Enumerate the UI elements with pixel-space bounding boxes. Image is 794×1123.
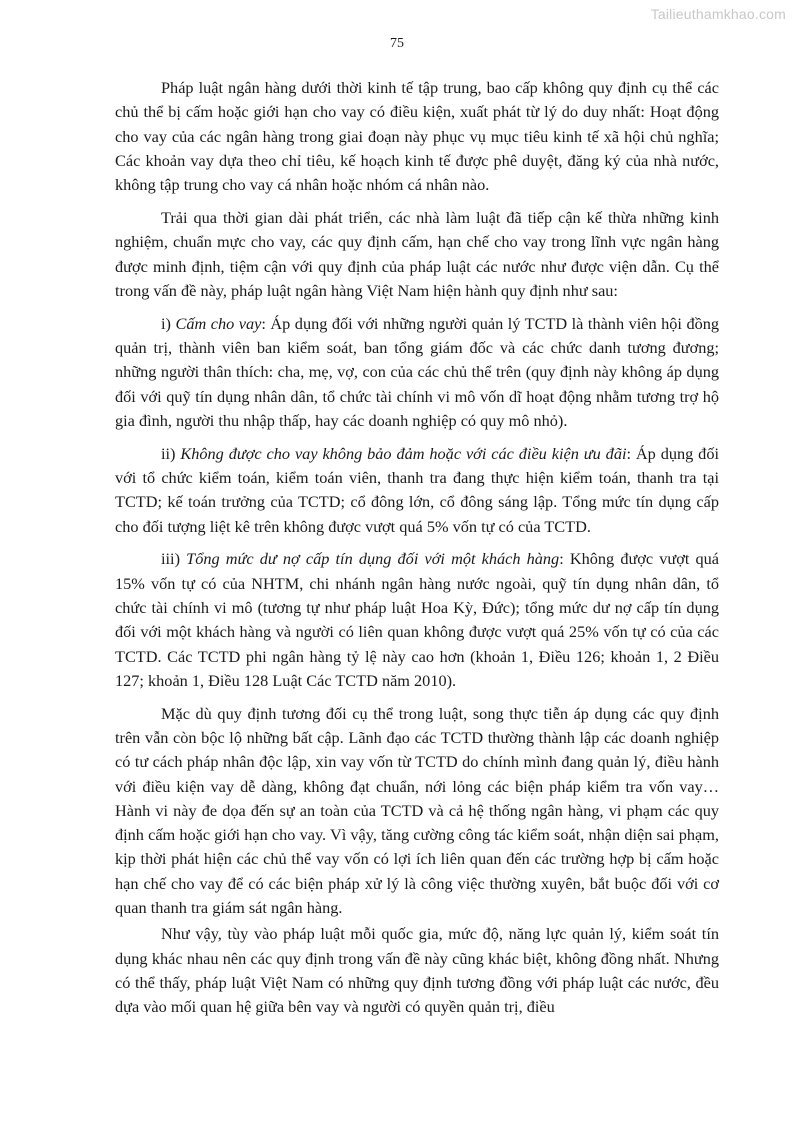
list-item-1 (115, 312, 719, 433)
list-item-term: Không được cho vay không bảo đảm hoặc với các điều kiện ưu đãi (180, 443, 627, 463)
list-item-term: Cấm cho vay (175, 313, 262, 333)
list-item-text: : Áp dụng đối với tổ chức kiểm toán, kiểm toán viên, thanh tra đang thực hiện kiểm toán, thanh tra tại TCTD; kế toán trưởng của TCTD; cổ đông lớn, cổ đông sáng lập. Tổng mức tín dụng cấp cho đối tượng liệt kê trên không được vượt quá 5% vốn tự có của TCTD. (115, 443, 719, 536)
list-item-text: : Áp dụng đối với những người quản lý TCTD là thành viên hội đồng quản trị, thành viên ban kiểm soát, ban tổng giám đốc và các chức danh tương đương; những người thân thích: cha, mẹ, vợ, con của các chủ thể trên (quy định này không áp dụng đối với quỹ tín dụng nhân dân, tổ chức tài chính vi mô vốn dĩ hoạt động nhằm tương trợ hộ gia đình, người thu nhập thấp, hay các doanh nghiệp có quy mô nhỏ). (115, 313, 720, 430)
list-item-prefix: ii) (161, 443, 181, 463)
list-item-3 (115, 547, 719, 693)
list-item-2 (115, 442, 719, 539)
paragraph-3: Mặc dù quy định tương đối cụ thể trong luật, song thực tiễn áp dụng các quy định trên vẫn còn bộc lộ những bất cập. Lãnh đạo các TCTD thường thành lập các doanh nghiệp có tư cách pháp nhân độc lập, xin vay vốn từ TCTD do chính mình đang quản lý, điều hành với điều kiện vay dễ dàng, không đạt chuẩn, nới lỏng các biện pháp kiểm tra vốn vay… Hành vi này đe dọa đến sự an toàn của TCTD và cả hệ thống ngân hàng, vi phạm các quy định cấm hoặc giới hạn cho vay. Vì vậy, tăng cường công tác kiểm soát, nhận diện sai phạm, kịp thời phát hiện các chủ thể vay vốn có lợi ích liên quan đến các trường hợp bị cấm hoặc hạn chế cho vay để có các biện pháp xử lý là công việc thường xuyên, bắt buộc đối với cơ quan thanh tra giám sát ngân hàng. (115, 703, 719, 917)
paragraph-2: Trải qua thời gian dài phát triển, các nhà làm luật đã tiếp cận kế thừa những kinh nghiệm, chuẩn mực cho vay, các quy định cấm, hạn chế cho vay trong lĩnh vực ngân hàng được minh định, tiệm cận với quy định của pháp luật các nước như được viện dẫn. Cụ thể trong vấn đề này, pháp luật ngân hàng Việt Nam hiện hành quy định như sau: (115, 207, 719, 300)
list-item-prefix: iii) (161, 549, 187, 569)
watermark-text: Tailieuthamkhao.com (650, 6, 786, 22)
paragraph-1: Pháp luật ngân hàng dưới thời kinh tế tập trung, bao cấp không quy định cụ thể các chủ thể bị cấm hoặc giới hạn cho vay có điều kiện, xuất phát từ lý do duy nhất: Hoạt động cho vay của các ngân hàng trong giai đoạn này phục vụ mục tiêu kinh tế xã hội chủ nghĩa; Các khoản vay dựa theo chỉ tiêu, kế hoạch kinh tế được phê duyệt, đăng ký của nhà nước, không tập trung cho vay cá nhân hoặc nhóm cá nhân nào. (115, 78, 719, 195)
list-item-prefix: i) (161, 313, 176, 333)
page-number: 75 (390, 36, 404, 51)
list-item-term: Tổng mức dư nợ cấp tín dụng đối với một khách hàng (186, 549, 560, 569)
list-item-text: : Không được vượt quá 15% vốn tự có của NHTM, chi nhánh ngân hàng nước ngoài, quỹ tín dụng nhân dân, tổ chức tài chính vi mô (tương tự như pháp luật Hoa Kỳ, Đức); tổng mức dư nợ cấp tín dụng đối với một khách hàng và người có liên quan không được vượt quá 25% vốn tự có của các TCTD. Các TCTD phi ngân hàng tỷ lệ này cao hơn (khoản 1, Điều 126; khoản 1, 2 Điều 127; khoản 1, Điều 128 Luật Các TCTD năm 2010). (115, 549, 720, 690)
document-body (115, 76, 719, 1028)
paragraph-4: Như vậy, tùy vào pháp luật mỗi quốc gia, mức độ, năng lực quản lý, kiểm soát tín dụng khác nhau nên các quy định trong vấn đề này cũng khác biệt, không đồng nhất. Nhưng có thể thấy, pháp luật Việt Nam có những quy định tương đồng với pháp luật các nước, đều dựa vào mối quan hệ giữa bên vay và người có quyền quản trị, điều (115, 924, 719, 1017)
